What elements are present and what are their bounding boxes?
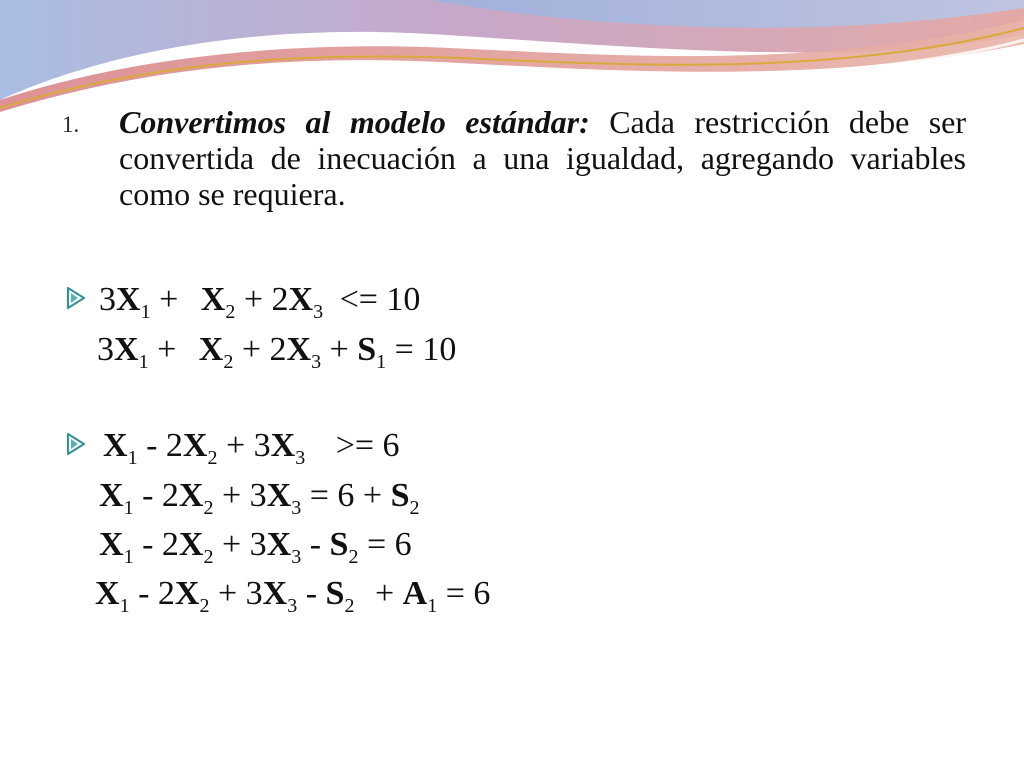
arrow-bullet-icon	[64, 286, 88, 310]
equation-2-original: $X_1 - 2X_2 + 3X_3 >= 6$	[103, 427, 400, 469]
equation-1-original: $3X_1 + X_2 + 2X_3 <= 10$	[99, 281, 421, 323]
intro-lead: Convertimos al modelo estándar:	[119, 104, 590, 140]
equation-2-step-1: $X_1 - 2X_2 + 3X_3 = 6 + S_2$	[99, 477, 420, 519]
list-number: 1.	[62, 112, 80, 137]
equation-2-step-2: $X_1 - 2X_2 + 3X_3 - S_2 = 6$	[99, 526, 412, 568]
equation-2-step-3: $X_1 - 2X_2 + 3X_3 - S_2 + A_1 = 6$	[95, 575, 491, 617]
arrow-bullet-icon	[64, 432, 88, 456]
intro-body: Cada restricción debe ser convertida de inecuación a una igualdad, agregando variables como se requiera.	[119, 104, 967, 212]
equation-1-standard: $3X_1 + X_2 + 2X_3 + S_1 = 10$	[97, 331, 457, 373]
